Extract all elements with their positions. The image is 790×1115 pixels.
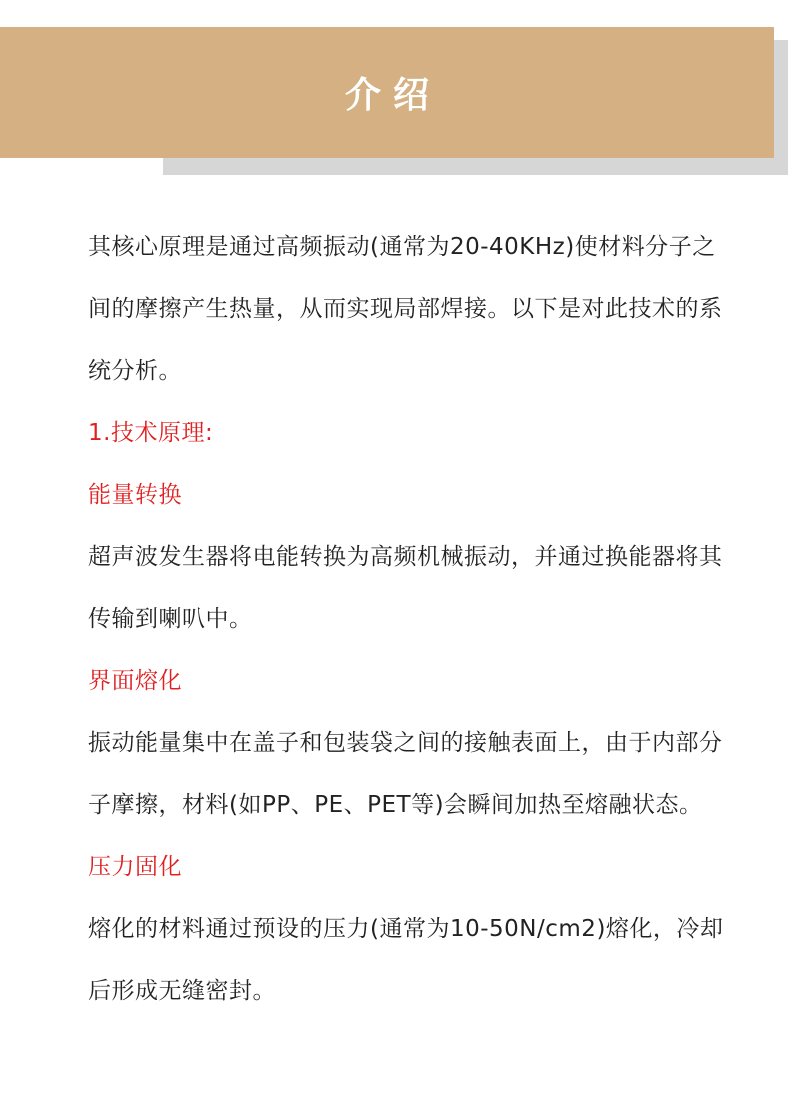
banner-title: 介绍: [344, 75, 441, 116]
item-text-melting: 振动能量集中在盖子和包装袋之间的接触表面上，由于内部分子摩擦，材料(如PP、PE、PET等)会瞬间加热至熔融状态。: [88, 730, 723, 818]
item-title-melting: 界面熔化: [88, 668, 182, 694]
item-text-energy: 超声波发生器将电能转换为高频机械振动，并通过换能器将其传输到喇叭中。: [88, 544, 723, 632]
article-body: [88, 216, 728, 1022]
intro-paragraph: 其核心原理是通过高频振动(通常为20-40KHz)使材料分子之间的摩擦产生热量，从而实现局部焊接。以下是对此技术的系统分析。: [88, 234, 723, 384]
item-title-curing: 压力固化: [88, 854, 182, 880]
item-text-curing: 熔化的材料通过预设的压力(通常为10-50N/cm2)熔化，冷却后形成无缝密封。: [88, 916, 724, 1004]
title-banner: [0, 27, 774, 158]
section-heading: 1.技术原理:: [88, 420, 214, 446]
item-title-energy: 能量转换: [88, 482, 182, 508]
